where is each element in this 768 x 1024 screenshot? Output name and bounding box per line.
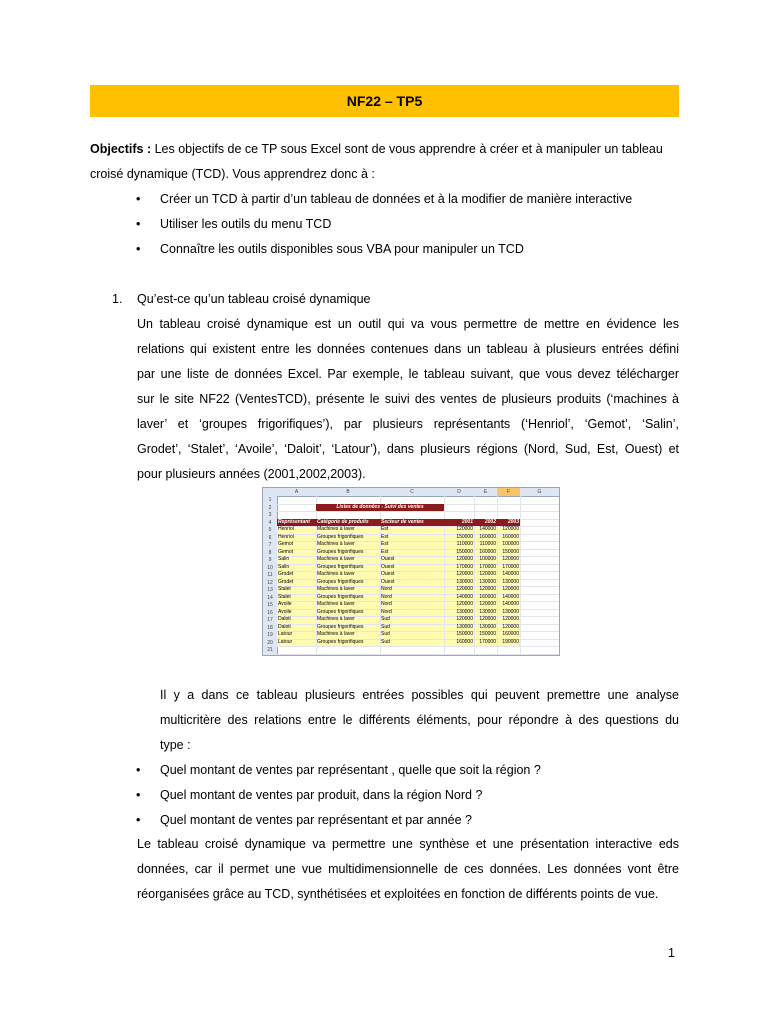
sheet-row-number: 12 <box>267 579 273 586</box>
sheet-column-letter: C <box>410 489 414 495</box>
objectives-text: Les objectifs de ce TP sous Excel sont de vous apprendre à créer et à manipuler un tableau <box>151 142 663 156</box>
sheet-data-cell: Salin <box>278 556 290 562</box>
sheet-data-cell: 150000 <box>456 548 473 555</box>
sheet-data-cell: Machines à laver <box>317 571 355 577</box>
sheet-data-cell: Henriol <box>278 526 294 532</box>
section-body: Un tableau croisé dynamique est un outil qui va vous permettre de mettre en évidence les relations qui existent entre les données contenues dans un tableau à plusieurs entrées défini par une liste de données Excel. Par exemple, le tableau suivant, que vous devez télécharger sur le site NF22 (VentesTCD), présente le suivi des ventes de plusieurs produits (‘machines à laver’ et ‘groupes frigorifiques’), par plusieurs représentants (‘Henriol’, ‘Gemot’, ‘Salin’, Grodet’, ‘Stalet’, ‘Avoile’, ‘Daloit’, ‘Latour’), dans plusieurs régions (Nord, Sud, Est, Ouest) et pour plusieurs années (2001,2002,2003). <box>137 317 679 481</box>
sheet-data-cell: 120000 <box>479 601 496 607</box>
sheet-data-cell: Machines à laver <box>317 526 355 532</box>
sheet-row-number: 20 <box>267 639 273 646</box>
sheet-row-number: 1 <box>268 497 272 503</box>
sheet-data-cell: 130000 <box>479 578 496 585</box>
sheet-data-cell: 120000 <box>456 526 473 532</box>
sheet-header-cell: Secteur de ventes <box>381 518 424 525</box>
sheet-data-cell: Groupes frigorifiques <box>317 593 364 600</box>
sheet-data-cell: 120000 <box>502 526 519 532</box>
sheet-data-cell: 130000 <box>502 608 519 615</box>
sheet-data-cell: Salin <box>278 563 290 570</box>
sheet-data-cell: Nord <box>381 608 392 615</box>
section-heading: Qu’est-ce qu’un tableau croisé dynamique <box>137 292 371 306</box>
sheet-data-cell: 160000 <box>502 533 519 540</box>
sheet-header-cell: Représentant <box>278 518 310 525</box>
sheet-grid-line <box>277 654 559 655</box>
sheet-row-number: 13 <box>267 587 273 593</box>
sheet-data-cell: Ouest <box>381 578 395 585</box>
sheet-data-cell: Machines à laver <box>317 601 355 607</box>
sheet-data-cell: 120000 <box>456 556 473 562</box>
sheet-data-cell: Est <box>381 533 389 540</box>
sheet-data-cell: Gemot <box>278 541 294 547</box>
sheet-row-number: 18 <box>267 624 273 631</box>
sheet-row-number: 9 <box>268 557 272 563</box>
sheet-data-cell: Sud <box>381 623 390 630</box>
question-bullet: • Quel montant de ventes par représentant , quelle que soit la région ? <box>136 763 541 777</box>
sheet-data-cell: Stalet <box>278 586 291 592</box>
sheet-data-cell: Grodet <box>278 578 294 585</box>
sheet-row-number: 17 <box>267 617 273 623</box>
section-number: 1. <box>112 292 123 306</box>
sheet-data-cell: 130000 <box>479 608 496 615</box>
sheet-header-cell: 2001 <box>461 518 473 525</box>
sheet-data-cell: 120000 <box>479 616 496 622</box>
sheet-data-cell: Sud <box>381 616 390 622</box>
sheet-data-cell: 190000 <box>502 638 519 645</box>
sheet-data-cell: Avoile <box>278 601 292 607</box>
sheet-data-cell: 110000 <box>456 541 473 547</box>
sheet-data-cell: Nord <box>381 601 392 607</box>
objectives-line-2: croisé dynamique (TCD). Vous apprendrez donc à : <box>90 167 375 181</box>
sheet-data-cell: 150000 <box>456 631 473 637</box>
sheet-data-cell: Sud <box>381 638 390 645</box>
objective-bullet: • Utiliser les outils du menu TCD <box>136 217 332 231</box>
sheet-data-cell: 130000 <box>456 608 473 615</box>
sheet-row-number: 11 <box>267 572 273 578</box>
sheet-data-cell: Groupes frigorifiques <box>317 548 364 555</box>
sheet-header-cell: Catégorie de produits <box>317 518 369 525</box>
sheet-data-cell: 120000 <box>502 616 519 622</box>
sheet-column-letter: G <box>537 489 542 495</box>
sheet-data-cell: 120000 <box>456 571 473 577</box>
sheet-data-cell: Est <box>381 541 389 547</box>
sheet-data-cell: 100000 <box>502 541 519 547</box>
sheet-data-cell: 160000 <box>479 593 496 600</box>
sheet-data-cell: Ouest <box>381 556 395 562</box>
sheet-data-cell: 140000 <box>456 593 473 600</box>
sheet-column-letter: A <box>294 489 299 495</box>
page-title: NF22 – TP5 <box>90 85 679 117</box>
sheet-grid-line <box>277 511 559 512</box>
sheet-data-cell: 160000 <box>479 548 496 555</box>
sheet-data-cell: Groupes frigorifiques <box>317 563 364 570</box>
sheet-data-cell: Sud <box>381 631 390 637</box>
sheet-title: Listes de données - Suivi des ventes <box>316 504 444 512</box>
sheet-column-letter: F <box>506 489 511 495</box>
sheet-data-cell: Est <box>381 526 389 532</box>
sheet-data-cell: 150000 <box>456 533 473 540</box>
sheet-data-cell: Nord <box>381 593 392 600</box>
sheet-data-cell: Nord <box>381 586 392 592</box>
sheet-column-letter: D <box>457 489 461 495</box>
sheet-data-cell: Machines à laver <box>317 541 355 547</box>
question-bullet: • Quel montant de ventes par produit, dans la région Nord ? <box>136 788 483 802</box>
sheet-data-cell: Groupes frigorifiques <box>317 608 364 615</box>
sheet-data-cell: 170000 <box>456 563 473 570</box>
sheet-data-cell: Gemot <box>278 548 294 555</box>
sheet-data-cell: Stalet <box>278 593 291 600</box>
sheet-data-cell: Ouest <box>381 563 395 570</box>
sheet-data-cell: Groupes frigorifiques <box>317 578 364 585</box>
sheet-data-cell: Machines à laver <box>317 616 355 622</box>
sheet-column-letter: E <box>483 489 488 495</box>
sheet-data-cell: Daloit <box>278 616 291 622</box>
sheet-row-number: 7 <box>268 542 272 548</box>
sheet-row-number: 21 <box>267 647 273 653</box>
sheet-column-letter: B <box>346 489 350 495</box>
sheet-row-number: 3 <box>268 512 272 518</box>
sheet-data-cell: Latour <box>278 631 293 637</box>
sheet-data-cell: Grodet <box>278 571 294 577</box>
sheet-data-cell: 150000 <box>479 631 496 637</box>
sheet-data-cell: Latour <box>278 638 293 645</box>
analysis-text: Il y a dans ce tableau plusieurs entrées possibles qui peuvent premettre une analyse multicritère des relations entre le différents éléments, pour répondre à des questions du type : <box>160 688 679 752</box>
sheet-row-number: 8 <box>268 549 272 556</box>
objectives-label: Objectifs : <box>90 142 152 156</box>
sheet-header-cell: 2002 <box>484 518 496 525</box>
sheet-data-cell: 130000 <box>456 623 473 630</box>
sheet-row-number: 6 <box>268 534 272 541</box>
sheet-data-cell: 120000 <box>502 586 519 592</box>
sheet-data-cell: 160000 <box>502 631 519 637</box>
sheet-data-cell: Groupes frigorifiques <box>317 533 364 540</box>
conclusion-text: Le tableau croisé dynamique va permettre une synthèse et une présentation interactive eds données, car il permet une vue multidimensionnelle de ces données. Les données vont être réorganisées grâce au TCD, synthétisées et exploitées en fonction de différents points de vue. <box>137 837 679 901</box>
sheet-row-number: 10 <box>267 564 273 571</box>
sheet-data-cell: Groupes frigorifiques <box>317 623 364 630</box>
sheet-row-number: 5 <box>268 527 272 533</box>
sheet-data-cell: 170000 <box>479 638 496 645</box>
sheet-data-cell: Machines à laver <box>317 556 355 562</box>
sheet-data-cell: Est <box>381 548 389 555</box>
question-bullet: • Quel montant de ventes par représentant et par année ? <box>136 813 473 827</box>
sheet-data-cell: Henriol <box>278 533 294 540</box>
objectives-line-1 <box>90 137 680 162</box>
sheet-data-cell: 170000 <box>479 563 496 570</box>
sheet-data-cell: 130000 <box>456 578 473 585</box>
sheet-data-cell: 160000 <box>456 638 473 645</box>
sheet-header-cell: 2003 <box>507 518 519 525</box>
sheet-data-cell: Groupes frigorifiques <box>317 638 364 645</box>
page-number: 1 <box>668 946 675 960</box>
sheet-row-number: 2 <box>268 504 272 511</box>
sheet-data-cell: 110000 <box>479 541 496 547</box>
spreadsheet-image <box>262 487 560 656</box>
sheet-row-number: 14 <box>267 594 273 601</box>
sheet-data-cell: 140000 <box>479 526 496 532</box>
sheet-data-cell: 100000 <box>479 556 496 562</box>
sheet-data-cell: 140000 <box>502 571 519 577</box>
sheet-data-cell: 140000 <box>502 593 519 600</box>
sheet-row-number: 19 <box>267 632 273 638</box>
sheet-data-cell: 140000 <box>502 601 519 607</box>
sheet-data-cell: 120000 <box>502 623 519 630</box>
sheet-data-cell: 120000 <box>456 616 473 622</box>
sheet-data-cell: 120000 <box>479 586 496 592</box>
sheet-data-cell: Daloit <box>278 623 291 630</box>
sheet-row-number: 15 <box>267 602 273 608</box>
sheet-data-cell: Machines à laver <box>317 631 355 637</box>
sheet-data-cell: 130000 <box>479 623 496 630</box>
sheet-data-cell: 170000 <box>502 563 519 570</box>
objective-bullet: • Connaître les outils disponibles sous VBA pour manipuler un TCD <box>136 242 524 256</box>
sheet-data-cell: 120000 <box>456 586 473 592</box>
sheet-data-cell: Avoile <box>278 608 292 615</box>
sheet-data-cell: 160000 <box>479 533 496 540</box>
sheet-data-cell: Ouest <box>381 571 395 577</box>
sheet-data-cell: 120000 <box>479 571 496 577</box>
sheet-grid-line <box>277 646 559 647</box>
objective-bullet: • Créer un TCD à partir d’un tableau de données et à la modifier de manière interactive <box>136 192 633 206</box>
sheet-data-cell: 150000 <box>502 548 519 555</box>
sheet-row-number: 4 <box>268 519 272 526</box>
sheet-row-number: 16 <box>267 609 273 616</box>
sheet-data-cell: Machines à laver <box>317 586 355 592</box>
sheet-data-cell: 120000 <box>502 556 519 562</box>
sheet-data-cell: 120000 <box>456 601 473 607</box>
sheet-data-cell: 130000 <box>502 578 519 585</box>
